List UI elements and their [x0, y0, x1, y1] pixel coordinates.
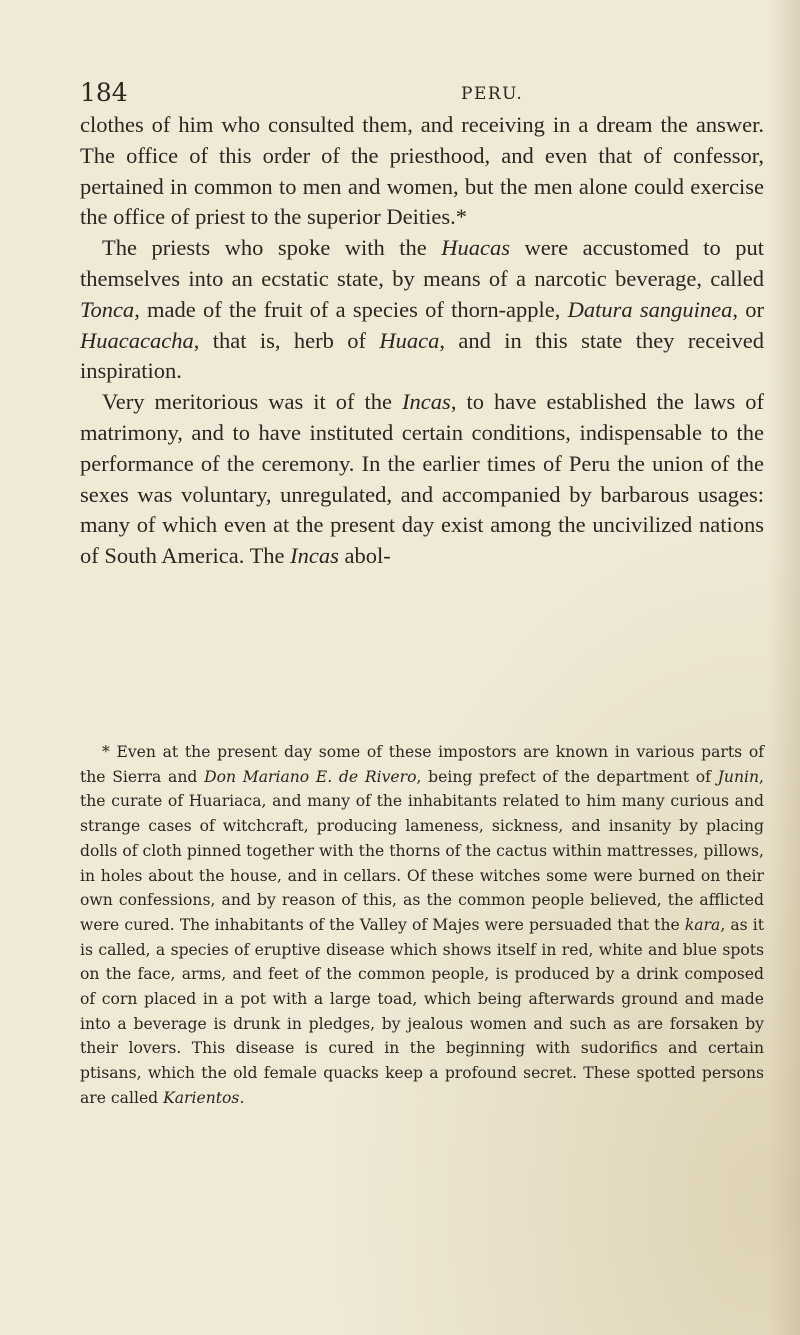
running-head: PERU.: [461, 84, 524, 104]
paragraph-continued: clothes of him who consulted them, and receiving in a dream the answer. The office of this order of the priesthood, and even that of confessor, pertained in common to men and women, but the men alone could exercise the office of priest to the superior Deities.*: [80, 112, 764, 230]
page-number: 184: [80, 78, 128, 107]
paragraph-matrimony: Very meritorious was it of the Incas, to have established the laws of matrimony, and to have instituted certain conditions, indispensable to the performance of the ceremony. In the earlier times of Peru the union of the sexes was voluntary, unregulated, and accompanied by barbarous usages: many of which even at the present day exist among the uncivilized nations of South America. The Incas abol-: [80, 389, 764, 569]
main-text: [80, 110, 764, 572]
footnote: [80, 740, 764, 1111]
page-header: [80, 78, 760, 110]
paragraph-huacas: The priests who spoke with the Huacas were accustomed to put themselves into an ecstatic state, by means of a narcotic beverage, called Tonca, made of the fruit of a species of thorn-apple, Datura sanguinea, or Huacacacha, that is, herb of Huaca, and in this state they received inspiration.: [80, 235, 765, 384]
footnote-paragraph: * Even at the present day some of these impostors are known in various parts of the Sierra and Don Mariano E. de Rivero, being prefect of the department of Junin, the curate of Huariaca, and many of the inhabitants related to him many curious and strange cases of witchcraft, producing lameness, sickness, and insanity by placing dolls of cloth pinned together with the thorns of the cactus within mattresses, pillows, in holes about the house, and in cellars. Of these witches some were burned on their own confessions, and by reason of this, as the common people believed, the afflicted were cured. The inhabitants of the Valley of Majes were persuaded that the kara, as it is called, a species of eruptive disease which shows itself in red, white and blue spots on the face, arms, and feet of the common people, is produced by a drink composed of corn placed in a pot with a large toad, which being afterwards ground and made into a beverage is drunk in pledges, by jealous women and such as are forsaken by their lovers. This disease is cured in the beginning with sudorifics and certain ptisans, which the old female quacks keep a profound secret. These spotted persons are called Karientos.: [80, 743, 764, 1107]
